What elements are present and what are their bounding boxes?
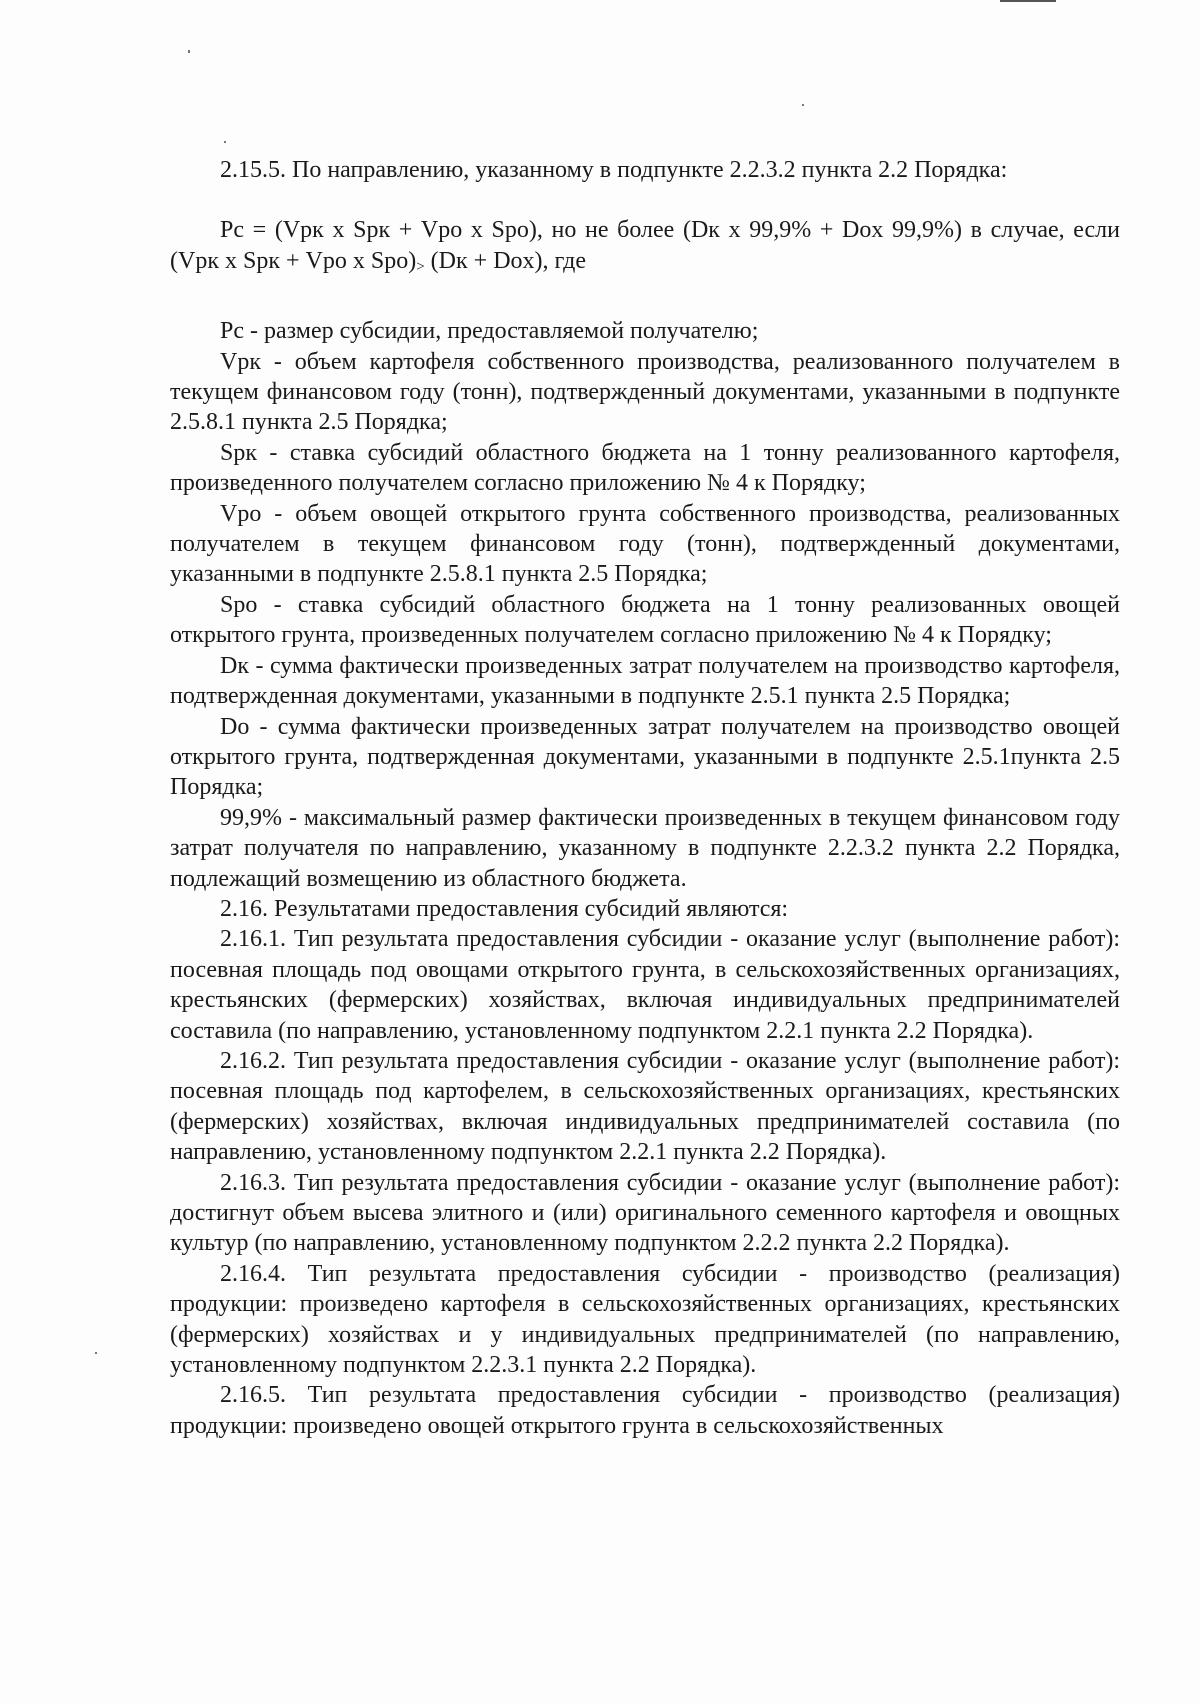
paragraph-2-15-5-heading: 2.15.5. По направлению, указанному в подпункте 2.2.3.2 пункта 2.2 Порядка:: [220, 157, 1008, 183]
definition-99-9-percent: 99,9% - максимальный размер фактически произведенных в текущем финансовом году затрат получателя по направлению, указанному в подпункте 2.2.3.2 пункта 2.2 Порядка, подлежащий возмещению из областного бюджета.: [170, 804, 1120, 892]
paragraph-2-16-4: 2.16.4. Тип результата предоставления субсидии - производство (реализация) продукции: произведено картофеля в сельскохозяйственных организациях, крестьянских (фермерских) хозяйствах и у индивидуальных предпринимателей (по направлению, установленному подпунктом 2.2.3.1 пункта 2.2 Порядка).: [170, 1260, 1120, 1379]
definition-sro: Sро - ставка субсидий областного бюджета на 1 тонну реализованных овощей открытого грунта, произведенных получателем согласно приложению № 4 к Порядку;: [170, 591, 1120, 649]
document-body: [170, 155, 1120, 1441]
scan-edge-line: [1000, 0, 1056, 2]
formula-paragraph: [170, 215, 1120, 282]
definition-vrk: Vрк - объем картофеля собственного производства, реализованного получателем в текущем финансовом году (тонн), подтвержденный документами, указанными в подпункте 2.5.8.1 пункта 2.5 Порядка;: [170, 348, 1120, 436]
formula-tail: (Dк + Dоx), где: [424, 247, 587, 274]
definition-do: Dо - сумма фактически произведенных затрат получателем на производство овощей открытого грунта, подтвержденная документами, указанными в подпункте 2.5.1пункта 2.5 Порядка;: [170, 713, 1120, 801]
definition-rs: Рс - размер субсидии, предоставляемой получателю;: [220, 318, 759, 345]
scan-speck: [188, 50, 190, 53]
formula-greater-than: >: [416, 258, 425, 275]
paragraph-2-16-heading: 2.16. Результатами предоставления субсидий являются:: [220, 895, 789, 922]
definition-dk: Dк - сумма фактически произведенных затрат получателем на производство картофеля, подтвержденная документами, указанными в подпункте 2.5.1 пункта 2.5 Порядка;: [170, 652, 1120, 710]
paragraph-2-16-2: 2.16.2. Тип результата предоставления субсидии - оказание услуг (выполнение работ): посевная площадь под картофелем, в сельскохозяйственных организациях, крестьянских (фермерских) хозяйствах, включая индивидуальных предпринимателей составила (по направлению, установленному подпунктом 2.2.1 пункта 2.2 Порядка).: [170, 1047, 1120, 1166]
scan-speck: [224, 141, 226, 143]
formula-main: Рс = (Vрк x Sрк + Vро x Sро), но не более (Dк x 99,9% + Dоx 99,9%) в случае, если (Vрк x Sрк + Vро x Sро): [170, 217, 1120, 274]
scan-speck: [95, 1352, 97, 1354]
scan-speck: [802, 104, 804, 106]
paragraph-2-16-3: 2.16.3. Тип результата предоставления субсидии - оказание услуг (выполнение работ): достигнут объем высева элитного и (или) оригинального семенного картофеля и овощных культур (по направлению, установленному подпунктом 2.2.2 пункта 2.2 Порядка).: [170, 1169, 1120, 1257]
definition-srk: Sрк - ставка субсидий областного бюджета на 1 тонну реализованного картофеля, произведенного получателем согласно приложению № 4 к Порядку;: [170, 439, 1120, 497]
paragraph-2-16-1: 2.16.1. Тип результата предоставления субсидии - оказание услуг (выполнение работ): посевная площадь под овощами открытого грунта, в сельскохозяйственных организациях, крестьянских (фермерских) хозяйствах, включая индивидуальных предпринимателей составила (по направлению, установленному подпунктом 2.2.1 пункта 2.2 Порядка).: [170, 926, 1120, 1044]
paragraph-2-16-5: 2.16.5. Тип результата предоставления субсидии - производство (реализация) продукции: произведено овощей открытого грунта в сельскохозяйственных: [170, 1382, 1120, 1439]
definition-vro: Vро - объем овощей открытого грунта собственного производства, реализованных получателем в текущем финансовом году (тонн), подтвержденный документами, указанными в подпункте 2.5.8.1 пункта 2.5 Порядка;: [170, 500, 1120, 588]
